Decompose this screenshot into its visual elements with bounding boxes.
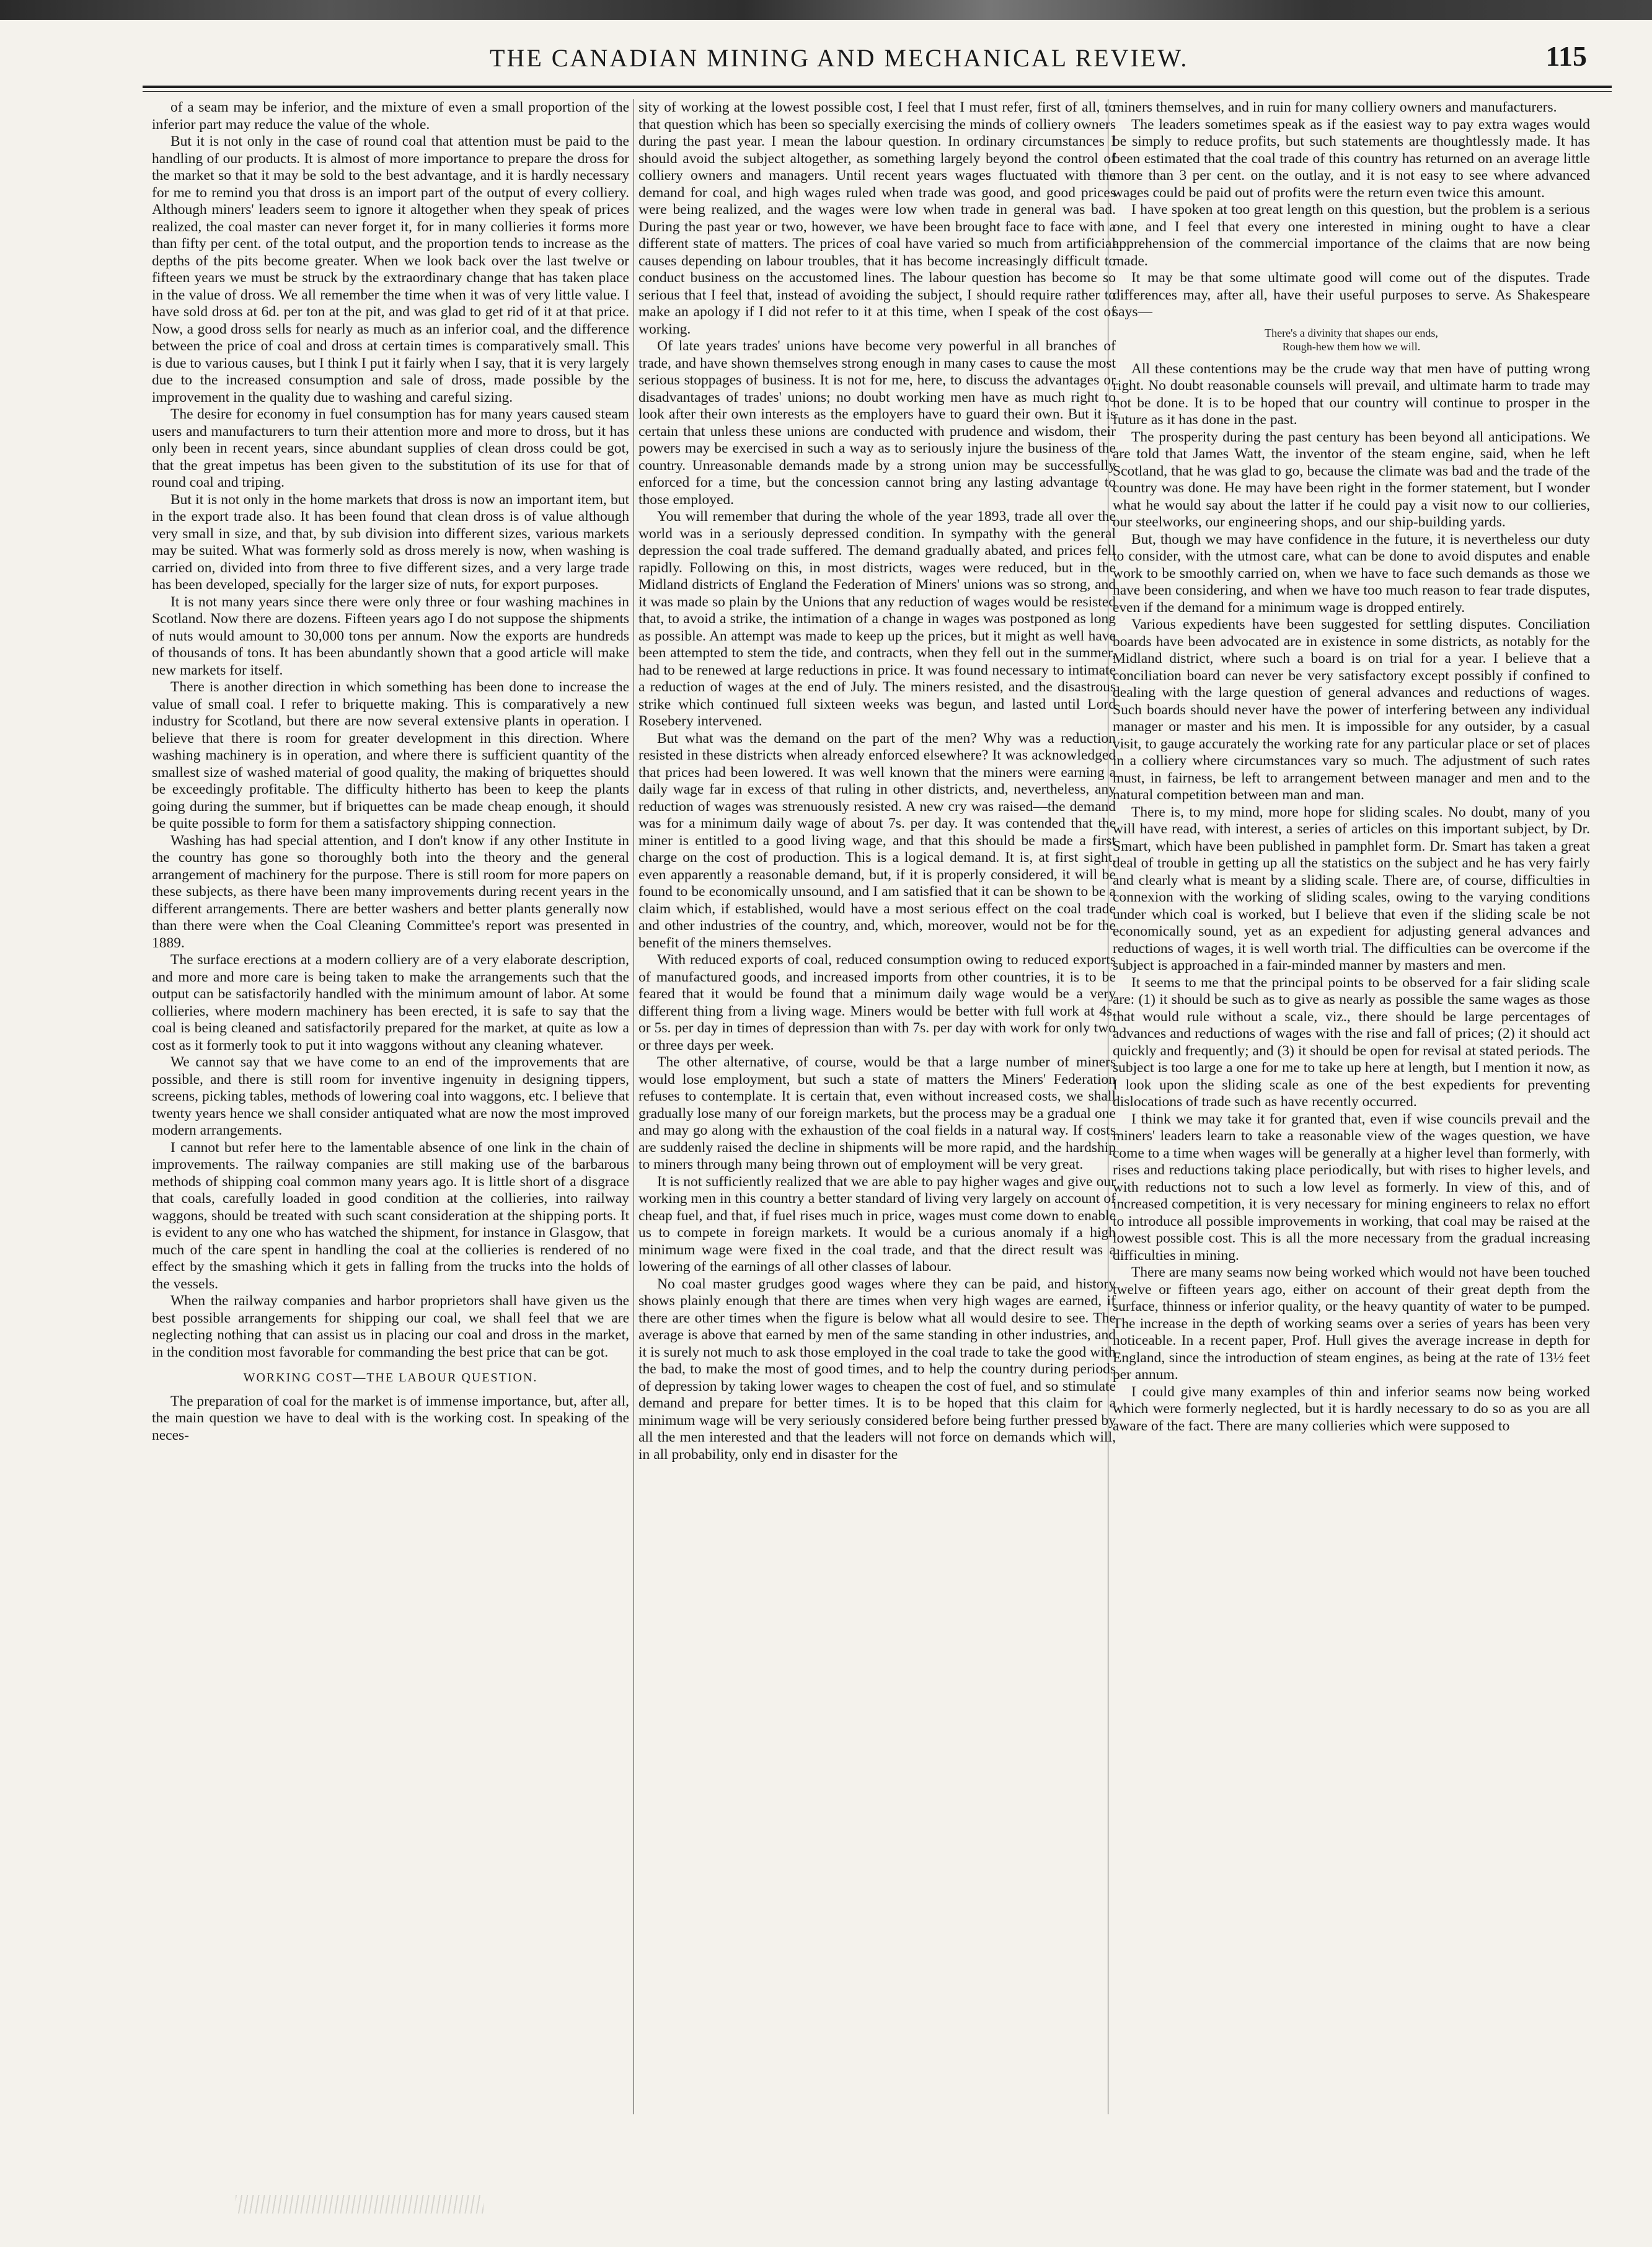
paragraph: It seems to me that the principal points to be observed for a fair sliding scale are: (1) it should be such as to give as nearly as possible the same wages as those that would rule without a scale, viz., there should be large percentages of advances and reductions of wages with the rise and fall of prices; (2) it should act quickly and frequently; and (3) it should be open for revisal at stated periods. The subject is too large a one for me to take up here at length, but I mention it now, as I look upon the sliding scale as one of the best expedients for preventing dislocations of trade such as have recently occurred. [1113, 974, 1590, 1110]
paragraph: It is not sufficiently realized that we are able to pay higher wages and give our working men in this country a better standard of living very largely on account of cheap fuel, and that, if fuel rises much in price, wages must come down to enable us to compete in foreign markets. It would be a curious anomaly if a high minimum wage were fixed in the coal trade, and that the direct result was a lowering of the earnings of all other classes of labour. [638, 1173, 1116, 1275]
paragraph: It may be that some ultimate good will come out of the disputes. Trade differences may, after all, have their useful purposes to serve. As Shakespeare says— [1113, 270, 1590, 320]
paragraph: The other alternative, of course, would be that a large number of miners would lose employment, but such a state of matters the Miners' Federation refuses to contemplate. It is certain that, even without increased costs, we shall gradually lose many of our foreign markets, but the process may be a gradual one and may go along with the exhaustion of the coal fields in a natural way. If costs are suddenly raised the decline in shipments will be more rapid, and the hardship to miners through many being thrown out of employment will be very great. [638, 1054, 1116, 1172]
page-header [143, 40, 1612, 81]
paragraph: Various expedients have been suggested for settling disputes. Conciliation boards have been advocated are in existence in some districts, as notably for the Midland district, where such a board is on trial for a year. I believe that a conciliation board can never be very satisfactory except possibly if confined to dealing with the large question of general advances and reductions of wages. Such boards should never have the power of interfering between any individual manager or master and his men. It is impossible for any outsider, by a casual visit, to gauge accurately the working rate for any particular place or set of places in a colliery where circumstances vary so much. The adjustment of such rates must, in fairness, be left to arrangement between manager and men and to the natural competition between man and man. [1113, 616, 1590, 803]
page-number: 115 [1545, 40, 1587, 72]
column-3 [1113, 99, 1590, 2114]
scan-artifact [236, 2195, 484, 2214]
paragraph: There is another direction in which something has been done to increase the value of small coal. I refer to briquette making. This is comparatively a new industry for Scotland, but there are now several extensive plants in operation. I believe that there is room for greater development in this direction. Where washing machinery is in operation, and where there is sufficient quantity of the smallest size of washed material of good quality, the making of briquettes should be exceedingly profitable. The difficulty hitherto has been to keep the plants going during the summer, but if briquettes can be made cheap enough, it should be quite possible to form for them a satisfactory shipping connection. [152, 679, 629, 831]
paragraph: There are many seams now being worked which would not have been touched twelve or fifteen years ago, either on account of their great depth from the surface, thinness or inferior quality, or the heavy quantity of water to be pumped. The increase in the depth of working seams over a series of years has been very noticeable. In a recent paper, Prof. Hull gives the average increase in depth for England, since the introduction of steam engines, as being at the rate of 13½ feet per annum. [1113, 1264, 1590, 1383]
journal-title: THE CANADIAN MINING AND MECHANICAL REVIEW. [490, 44, 1189, 72]
header-rule-thin [143, 91, 1612, 92]
paragraph: It is not many years since there were only three or four washing machines in Scotland. Now there are dozens. Fifteen years ago I do not suppose the shipments of nuts would amount to 30,000 tons per annum. Now the exports are hundreds of thousands of tons. It has been abundantly shown that a good article will make new markets for itself. [152, 593, 629, 678]
paragraph: The preparation of coal for the market is of immense importance, but, after all, the main question we have to deal with is the working cost. In speaking of the neces- [152, 1393, 629, 1443]
paragraph: The leaders sometimes speak as if the easiest way to pay extra wages would be simply to reduce profits, but such statements are thoughtlessly made. It has been estimated that the coal trade of this country has returned on an average little more than 3 per cent. on the outlay, and it is not easy to see where advanced wages could be paid out of profits were the return even twice this amount. [1113, 116, 1590, 201]
paragraph: I could give many examples of thin and inferior seams now being worked which were formerly neglected, but it is hardly necessary to do so as you are all aware of the fact. There are many collieries which were supposed to [1113, 1383, 1590, 1434]
quote-line: Rough-hew them how we will. [1282, 340, 1421, 353]
paragraph: of a seam may be inferior, and the mixture of even a small proportion of the inferior part may reduce the value of the whole. [152, 99, 629, 133]
paragraph: Washing has had special attention, and I don't know if any other Institute in the country has gone so thoroughly both into the theory and the general arrangement of machinery for the purpose. There is still room for more papers on these subjects, as there have been many improvements during recent years in the different arrangements. There are better washers and better plants generally now than there were when the Coal Cleaning Committee's report was presented in 1889. [152, 832, 629, 951]
header-rule-thick [143, 86, 1612, 88]
paragraph: The prosperity during the past century has been beyond all anticipations. We are told that James Watt, the inventor of the steam engine, said, when he left Scotland, that he was glad to go, because the climate was bad and the trade of the country was done. He may have been right in the former statement, but I wonder what he would say about the latter if he could pay a visit now to our collieries, our steelworks, our engineering shops, and our ship-building yards. [1113, 428, 1590, 530]
paragraph: The surface erections at a modern colliery are of a very elaborate description, and more and more care is being taken to make the arrangements such that the output can be satisfactorily handled with the minimum amount of labor. At some collieries, where modern machinery has been erected, it is safe to say that the coal is being cleaned and satisfactorily prepared for the market, at quite as low a cost as it formerly took to put it into waggons without any cleaning whatever. [152, 952, 629, 1053]
paragraph: I think we may take it for granted that, even if wise councils prevail and the miners' leaders learn to take a reasonable view of the wages question, we have come to a time when wages will be generally at a higher level than formerly, with rises and reductions taking place periodically, but with rises to higher levels, and with reductions not to such a low level as formerly. In view of this, and of increased competition, it is very necessary for mining engineers to relax no effort to introduce all possible improvements in working, that coal may be raised at the lowest possible cost. This is all the more necessary from the gradual increasing difficulties in mining. [1113, 1110, 1590, 1264]
paragraph: sity of working at the lowest possible cost, I feel that I must refer, first of all, to that question which has been so specially exercising the minds of colliery owners during the past year. I mean the labour question. In ordinary circumstances I should avoid the subject altogether, as something largely beyond the control of colliery owners and managers. Until recent years wages fluctuated with the demand for coal, and high wages ruled when trade was good, and good prices were being realized, and the wages were low when trade in general was bad. During the past year or two, however, we have been brought face to face with a different state of matters. The prices of coal have varied so much from artificial causes depending on labour troubles, that it has become increasingly difficult to conduct business on the accustomed lines. The labour question has become so serious that I feel that, instead of avoiding the subject, I should require rather to make an apology if I did not refer to it at this time, when I speak of the cost of working. [638, 99, 1116, 337]
paragraph: You will remember that during the whole of the year 1893, trade all over the world was in a seriously depressed condition. In sympathy with the general depression the coal trade suffered. The demand gradually abated, and prices fell rapidly. Following on this, in most districts, wages were reduced, but in the Midland districts of England the Federation of Miners' unions was so strong, and it was made so plain by the Unions that any reduction of wages would be resisted that, to avoid a strike, the intimation of a change in wages was postponed as long as possible. An attempt was made to keep up the prices, but it might as well have been attempted to stem the tide, and contracts, when they fell out in the summer, had to be renewed at large reductions in price. It was found necessary to intimate a reduction of wages at the end of July. The miners resisted, and the disastrous strike which continued full sixteen weeks was begun, and lasted until Lord Rosebery intervened. [638, 508, 1116, 729]
section-heading: WORKING COST—THE LABOUR QUESTION. [243, 1371, 538, 1385]
scan-top-band [0, 0, 1652, 20]
paragraph: There is, to my mind, more hope for sliding scales. No doubt, many of you will have read, with interest, a series of articles on this important subject, by Dr. Smart, which have been published in pamphlet form. Dr. Smart has taken a great deal of trouble in getting up all the statistics on the subject and he has very fairly and clearly what is meant by a sliding scale. There are, of course, difficulties in connexion with the working of sliding scales, owing to the varying conditions under which coal is worked, but I believe that even if the sliding scale be not economically sound, yet as an expedient for adjusting general advances and reductions of wages, it is well worth trial. The difficulties can be overcome if the subject is approached in a fair-minded manner by masters and men. [1113, 804, 1590, 973]
paragraph: With reduced exports of coal, reduced consumption owing to reduced exports of manufactured goods, and increased imports from other countries, it is to be feared that it would be found that a minimum daily wage would be a very different thing from a living wage. Miners would be better with full work at 4s. or 5s. per day in times of depression than with 7s. per day with work for only two or three days per week. [638, 952, 1116, 1053]
column-1 [152, 99, 629, 2114]
column-2 [638, 99, 1116, 2114]
paragraph: Of late years trades' unions have become very powerful in all branches of trade, and have shown themselves strong enough in many cases to cause the most serious stoppages of business. It is not for me, here, to discuss the advantages or disadvantages of trades' unions; no doubt working men have as much right to look after their own interests as the employers have to guard their own. But it is certain that unless these unions are conducted with prudence and wisdom, their powers may be exercised in such a way as to seriously injure the business of the country. Unreasonable demands made by a strong union may be successfully enforced for a time, but the concession cannot bring any lasting advantage to those employed. [638, 338, 1116, 508]
paragraph: But, though we may have confidence in the future, it is nevertheless our duty to consider, with the utmost care, what can be done to avoid disputes and enable work to be smoothly carried on, when we have to face such demands as those we have been considering, and when we have too much reason to fear trade disputes, even if the demand for a minimum wage is dropped entirely. [1113, 531, 1590, 616]
paragraph: When the railway companies and harbor proprietors shall have given us the best possible arrangements for shipping our coal, we shall feel that we are neglecting nothing that can assist us in placing our coal and dross in the market, in the condition most favorable for commanding the best price that can be got. [152, 1293, 629, 1360]
paragraph: miners themselves, and in ruin for many colliery owners and manufacturers. [1113, 99, 1557, 115]
quote-line: There's a divinity that shapes our ends, [1265, 326, 1438, 339]
paragraph: I cannot but refer here to the lamentable absence of one link in the chain of improvements. The railway companies are still making use of the barbarous methods of shipping coal common many years ago. It is little short of a disgrace that coals, carefully loaded in good condition at the collieries, into railway waggons, should be treated with such scant consideration at the shipping ports. It is evident to any one who has watched the shipment, for instance in Glasgow, that much of the care spent in handling the coal at the collieries is rendered of no effect by the smashing which it gets in falling from the trucks into the holds of the vessels. [152, 1139, 629, 1292]
paragraph: The desire for economy in fuel consumption has for many years caused steam users and manufacturers to turn their attention more and more to dross, but it has only been in recent years, since abundant supplies of clean dross could be got, that the great impetus has been given to the substitution of its use for that of round coal and triping. [152, 406, 629, 490]
paragraph: But it is not only in the case of round coal that attention must be paid to the handling of our products. It is almost of more importance to prepare the dross for the market so that it may be sold to the best advantage, and it is hardly necessary for me to remind you that dross is an import part of the output of every colliery. Although miners' leaders seem to ignore it altogether when they speak of prices realized, the coal master can never forget it, for in many collieries it forms more than fifty per cent. of the total output, and the proportion tends to increase as the depths of the pits become greater. When we look back over the last twelve or fifteen years we must be struck by the extraordinary change that has taken place in the value of dross. We all remember the time when it was of very little value. I have sold dross at 6d. per ton at the pit, and was glad to get rid of it at that price. Now, a good dross sells for nearly as much as an inferior coal, and the difference between the price of coal and dross at certain times is comparatively small. This is due to various causes, but I think I put it fairly when I say, that it is very largely due to the increased consumption and sale of dross, made possible by the improvement in the quality due to washing and careful sizing. [152, 133, 629, 406]
paragraph: I have spoken at too great length on this question, but the problem is a serious one, and I feel that every one interested in mining ought to have a clear apprehension of the commercial importance of the claims that are now being made. [1113, 202, 1590, 269]
paragraph: All these contentions may be the crude way that men have of putting wrong right. No doubt reasonable counsels will prevail, and ultimate harm to trade may not be done. It is to be hoped that our country will continue to prosper in the future as it has done in the past. [1113, 360, 1590, 428]
paragraph: We cannot say that we have come to an end of the improvements that are possible, and there is still room for inventive ingenuity in designing tippers, screens, picking tables, methods of lowering coal into waggons, etc. I believe that twenty years hence we shall consider antiquated what are now the most improved modern arrangements. [152, 1054, 629, 1138]
shakespeare-quote [1113, 326, 1590, 353]
paragraph: But what was the demand on the part of the men? Why was a reduction resisted in these districts when already enforced elsewhere? It was acknowledged that prices had been lowered. It was well known that the miners were earning a daily wage far in excess of that ruling in other districts, and, nevertheless, any reduction of wages was strenuously resisted. A new cry was raised—the demand was for a minimum daily wage of about 7s. per day. It was contended that the miner is entitled to a good living wage, and that this should be made a first charge on the cost of production. This is a logical demand. It is, at first sight, even apparently a reasonable demand, but, if it is properly considered, it will be found to be economically unsound, and I am satisfied that it can be shown to be a claim which, if established, would have a most serious effect on the coal trade and other industries of the country, and, which, moreover, would not be for the benefit of the miners themselves. [638, 730, 1116, 951]
paragraph: No coal master grudges good wages where they can be paid, and history shows plainly enough that there are times when very high wages are earned, if there are other times when the figure is below what all would desire to see. The average is above that earned by men of the same standing in other industries, and it is surely not much to ask those employed in the coal trade to take the good with the bad, to make the most of good times, and to help the country during periods of depression by taking lower wages to cheapen the cost of fuel, and so stimulate demand and prepare for better times. It is to be hoped that this claim for a minimum wage will be very seriously considered before being further pressed by all the men interested and that the leaders will not force on demands which will, in all probability, only end in disaster for the [638, 1275, 1116, 1463]
paragraph: But it is not only in the home markets that dross is now an important item, but in the export trade also. It has been found that clean dross is of value although very small in size, and that, by sub division into different sizes, various markets may be suited. What was formerly sold as dross merely is now, when washing is carried on, divided into from three to five different sizes, and a very large trade has been developed, specially for the larger size of nuts, for export purposes. [152, 491, 629, 593]
